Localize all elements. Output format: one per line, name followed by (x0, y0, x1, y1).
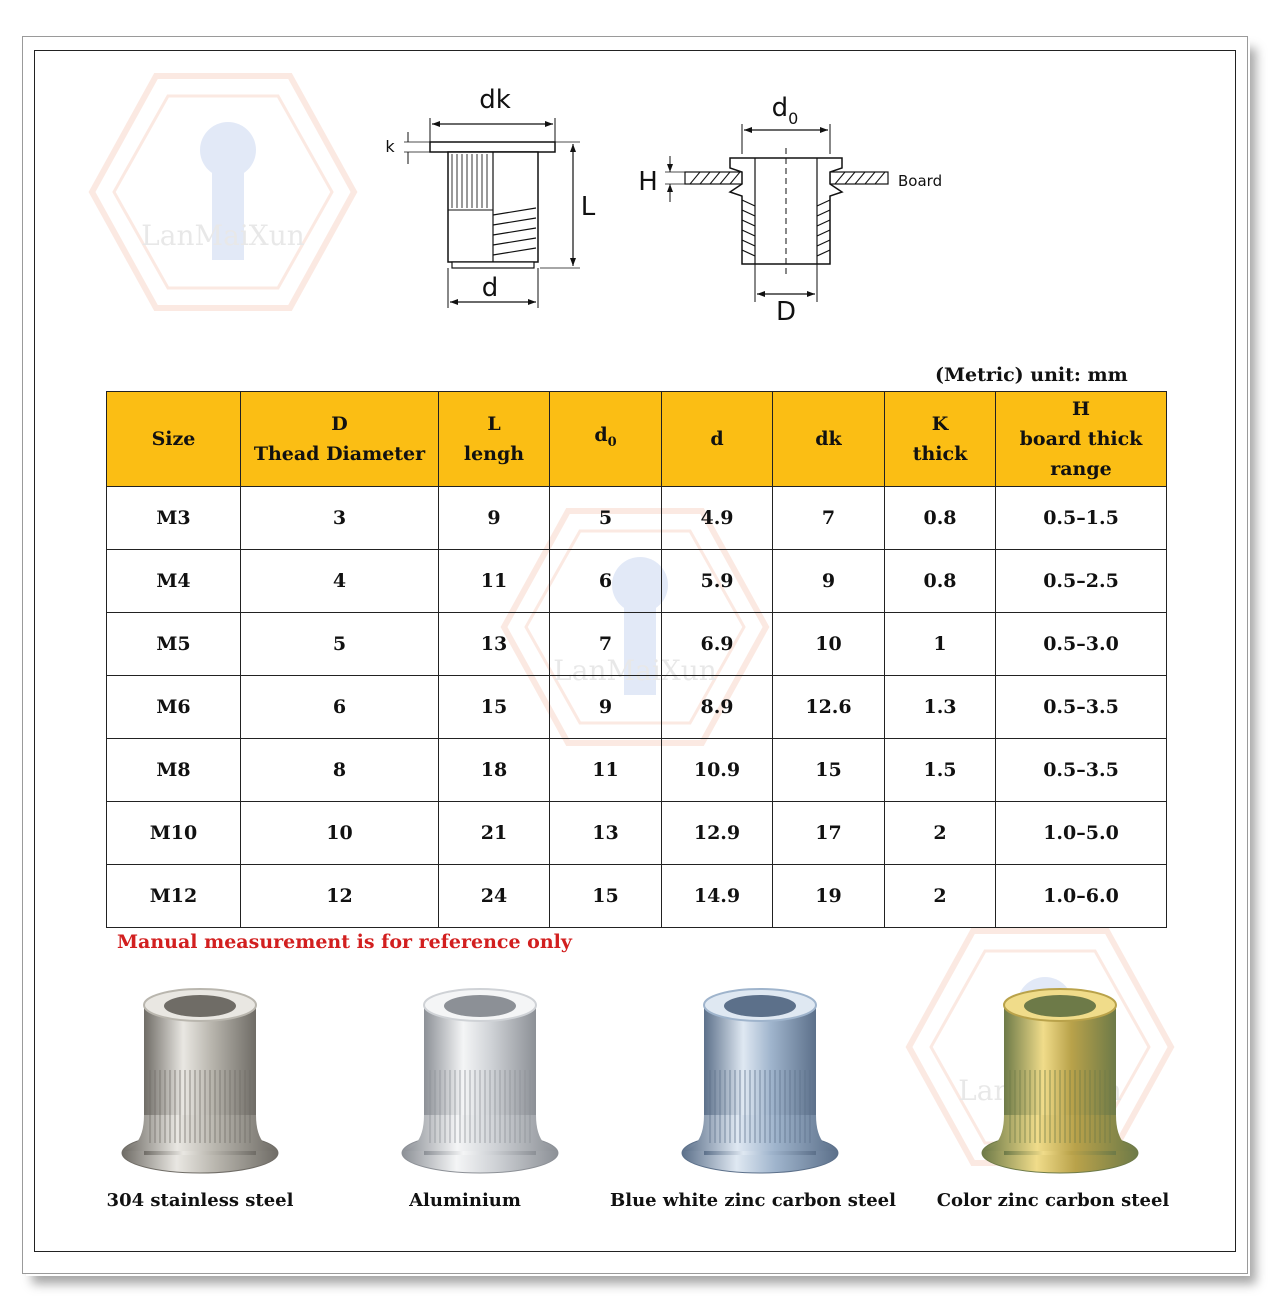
table-cell: 15 (439, 676, 550, 739)
table-cell: 5 (241, 613, 439, 676)
table-cell: 4 (241, 550, 439, 613)
table-cell: 0.5–3.5 (996, 676, 1167, 739)
table-cell: 12.6 (773, 676, 885, 739)
table-cell: 0.5–3.0 (996, 613, 1167, 676)
table-cell: 11 (550, 739, 662, 802)
table-body (107, 487, 1167, 928)
label-d0-main: d (771, 93, 789, 123)
header-line: d (710, 428, 724, 450)
spec-table (106, 391, 1167, 928)
table-cell: 1.0–6.0 (996, 865, 1167, 928)
table-row (107, 676, 1167, 739)
table-cell: 11 (439, 550, 550, 613)
table-cell: 9 (550, 676, 662, 739)
table-header-row (107, 392, 1167, 487)
header-size (107, 392, 241, 487)
table-cell: M12 (107, 865, 241, 928)
table-cell: 12.9 (662, 802, 773, 865)
header-line: D (331, 413, 348, 435)
product-label: Aluminium (409, 1190, 521, 1211)
table-cell: 7 (550, 613, 662, 676)
installed-rivet-nut-diagram (630, 88, 950, 328)
header-line: lengh (463, 443, 525, 465)
table-row (107, 550, 1167, 613)
table-cell: 10 (241, 802, 439, 865)
table-cell: M5 (107, 613, 241, 676)
table-cell: M3 (107, 487, 241, 550)
product-label: Color zinc carbon steel (936, 1190, 1170, 1211)
table-cell: 9 (773, 550, 885, 613)
header-d (662, 392, 773, 487)
table-cell: 12 (241, 865, 439, 928)
table-cell: 1 (885, 613, 996, 676)
label-board: Board (898, 172, 943, 190)
table-cell: 6.9 (662, 613, 773, 676)
label-H: H (638, 167, 658, 197)
header-d0-main: d (594, 424, 608, 447)
table-cell: 3 (241, 487, 439, 550)
table-cell: 14.9 (662, 865, 773, 928)
label-d0 (772, 93, 799, 128)
table-cell: 1.0–5.0 (996, 802, 1167, 865)
label-k: k (385, 137, 395, 156)
table-cell: 5.9 (662, 550, 773, 613)
unit-note: (Metric) unit: mm (935, 364, 1128, 386)
table-cell: 13 (439, 613, 550, 676)
header-d0 (550, 392, 662, 487)
header-board-thick-range (996, 392, 1167, 487)
table-cell: 0.8 (885, 487, 996, 550)
header-line: K (931, 413, 949, 435)
header-line: H (1072, 398, 1090, 420)
measurement-warning: Manual measurement is for reference only (117, 931, 572, 953)
header-k-thick (885, 392, 996, 487)
header-length (439, 392, 550, 487)
table-cell: 7 (773, 487, 885, 550)
label-dk: dk (479, 85, 511, 115)
table-cell: M10 (107, 802, 241, 865)
header-line: L (487, 413, 501, 435)
product-image (390, 975, 570, 1189)
table-cell: 4.9 (662, 487, 773, 550)
table-cell: 0.5–1.5 (996, 487, 1167, 550)
table-cell: 0.5–2.5 (996, 550, 1167, 613)
product-image (110, 975, 290, 1189)
table-cell: 10 (773, 613, 885, 676)
table-cell: 6 (550, 550, 662, 613)
table-cell: 0.5–3.5 (996, 739, 1167, 802)
table-cell: 17 (773, 802, 885, 865)
table-cell: 1.3 (885, 676, 996, 739)
table-cell: 24 (439, 865, 550, 928)
header-line: range (1050, 458, 1112, 480)
product-label: Blue white zinc carbon steel (610, 1190, 896, 1211)
table-cell: 10.9 (662, 739, 773, 802)
header-d0-sub: 0 (607, 434, 617, 450)
label-D: D (775, 297, 797, 327)
table-cell: 15 (550, 865, 662, 928)
header-dk (773, 392, 885, 487)
table-cell: 5 (550, 487, 662, 550)
header-line: Size (151, 428, 196, 450)
table-cell: 6 (241, 676, 439, 739)
header-line: thick (912, 443, 968, 465)
header-thread-diameter (241, 392, 439, 487)
table-cell: 9 (439, 487, 550, 550)
rivet-nut-dimension-diagram (370, 80, 610, 320)
label-L: L (580, 192, 596, 222)
label-d0-sub: 0 (788, 109, 799, 128)
table-cell: 19 (773, 865, 885, 928)
table-cell: 15 (773, 739, 885, 802)
table-cell: 1.5 (885, 739, 996, 802)
header-line: dk (815, 428, 842, 450)
table-cell: 0.8 (885, 550, 996, 613)
table-cell: 8.9 (662, 676, 773, 739)
table-row (107, 865, 1167, 928)
table-row (107, 487, 1167, 550)
table-cell: 13 (550, 802, 662, 865)
table-cell: M6 (107, 676, 241, 739)
product-label: 304 stainless steel (106, 1190, 294, 1211)
table-row (107, 739, 1167, 802)
product-image (970, 975, 1150, 1189)
table-cell: 18 (439, 739, 550, 802)
header-line: board thick (1019, 428, 1143, 450)
table-cell: 21 (439, 802, 550, 865)
label-d: d (481, 273, 499, 303)
header-line: Thead Diameter (253, 443, 426, 465)
table-cell: 8 (241, 739, 439, 802)
table-cell: 2 (885, 802, 996, 865)
table-cell: 2 (885, 865, 996, 928)
product-image (670, 975, 850, 1189)
table-row (107, 802, 1167, 865)
table-cell: M4 (107, 550, 241, 613)
table-cell: M8 (107, 739, 241, 802)
table-row (107, 613, 1167, 676)
